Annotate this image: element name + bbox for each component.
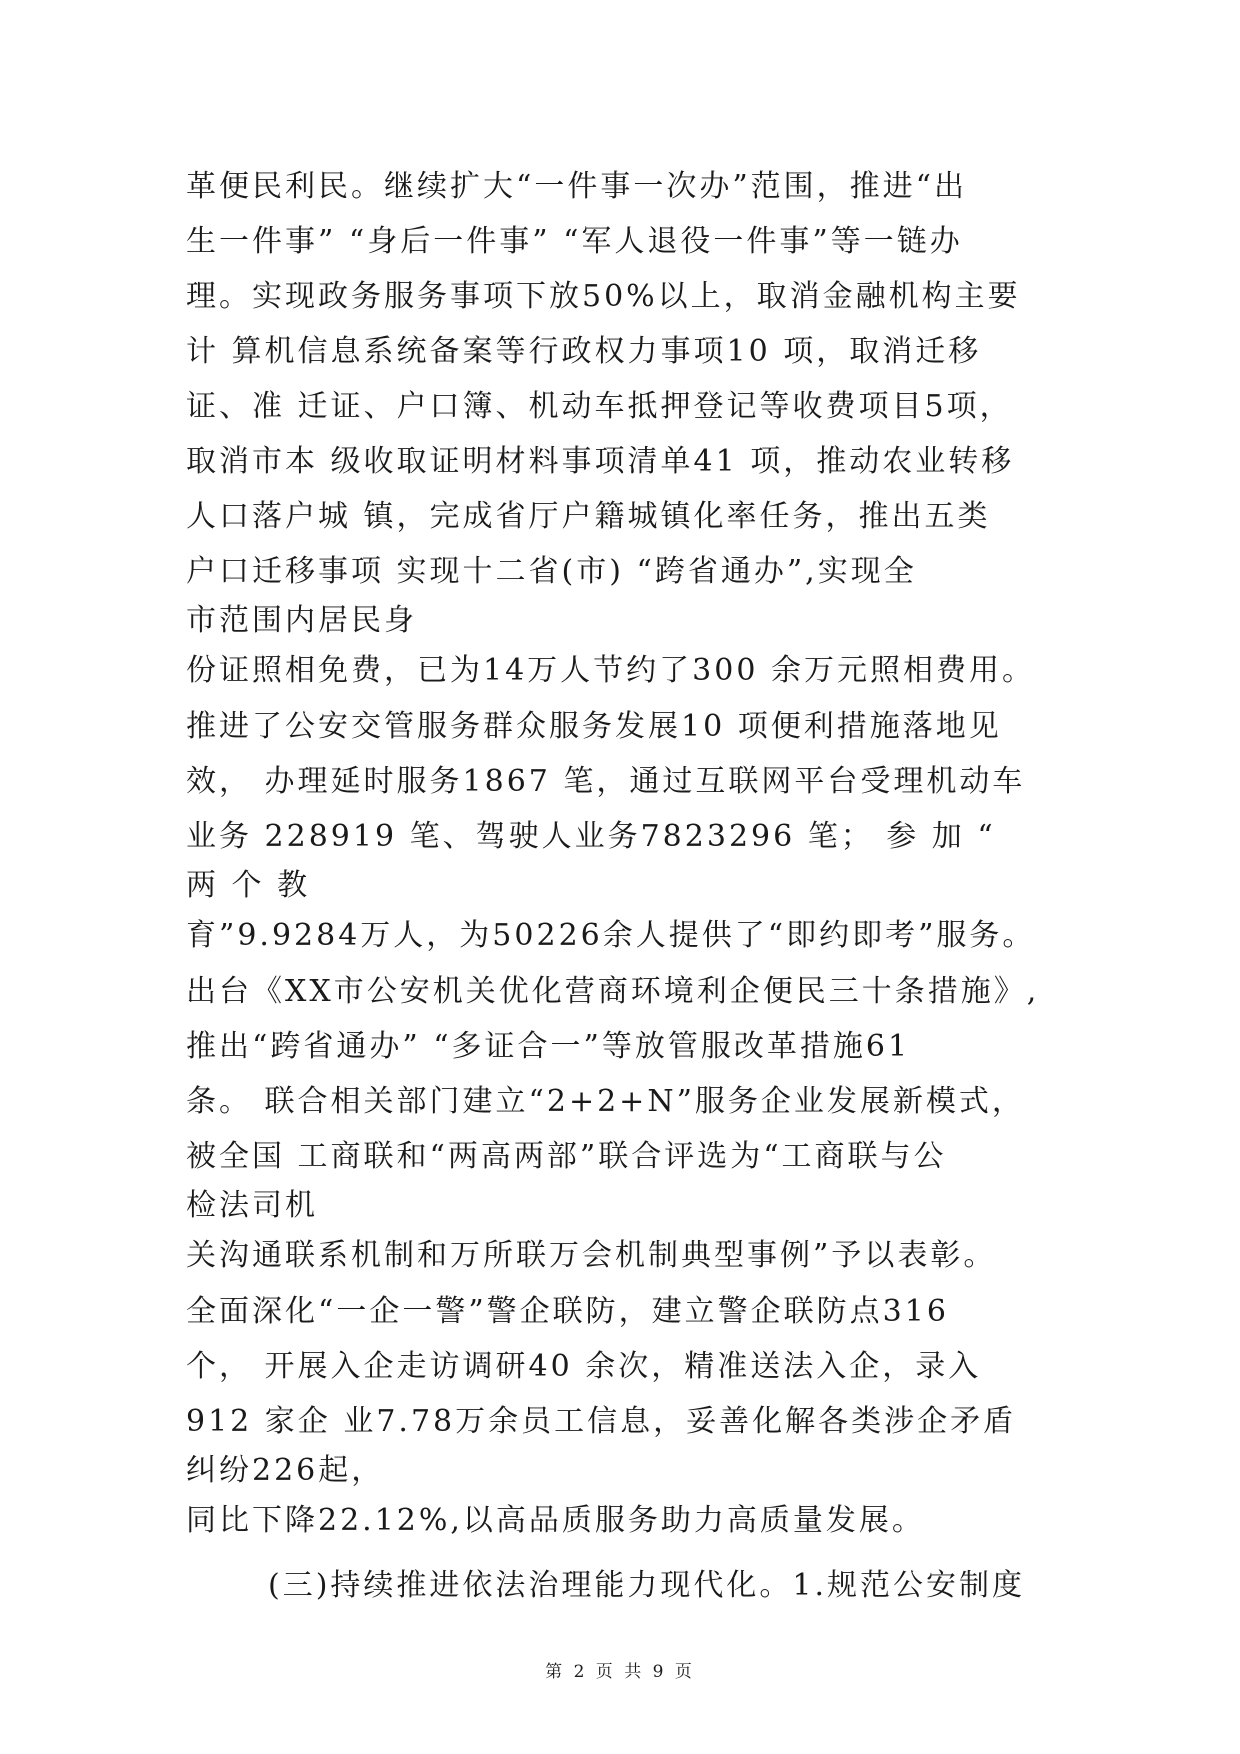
text-line: 份证照相免费，已为14万人节约了300 余万元照相费用。 bbox=[186, 653, 1035, 688]
text-line: 912 家企 业7.78万余员工信息，妥善化解各类涉企矛盾 bbox=[186, 1404, 1017, 1439]
section-heading-line: (三)持续推进依法治理能力现代化。1.规范公安制度 bbox=[268, 1568, 1026, 1603]
text-line: 革便民利民。继续扩大“一件事一次办”范围，推进“出 bbox=[186, 169, 968, 204]
text-line: 出台《XX市公安机关优化营商环境利企便民三十条措施》, bbox=[186, 974, 1040, 1009]
text-line: 推进了公安交管服务群众服务发展10 项便利措施落地见 bbox=[186, 709, 1002, 744]
text-line: 两 个 教 bbox=[186, 868, 311, 903]
text-line: 业务 228919 笔、驾驶人业务7823296 笔； 参 加 “ bbox=[186, 819, 996, 854]
text-line: 检法司机 bbox=[186, 1188, 318, 1223]
text-line: 效， 办理延时服务1867 笔，通过互联网平台受理机动车 bbox=[186, 764, 1026, 799]
text-line: 证、准 迁证、户口簿、机动车抵押登记等收费项目5项， bbox=[186, 389, 1013, 424]
text-line: 个， 开展入企走访调研40 余次，精准送法入企，录入 bbox=[186, 1349, 982, 1384]
page-number-footer: 第 2 页 共 9 页 bbox=[545, 1662, 695, 1682]
text-line: 同比下降22.12%,以高品质服务助力高质量发展。 bbox=[186, 1503, 925, 1538]
text-line: 理。实现政务服务事项下放50%以上，取消金融机构主要 bbox=[186, 279, 1021, 314]
text-line: 人口落户城 镇，完成省厅户籍城镇化率任务，推出五类 bbox=[186, 499, 991, 534]
text-line: 生一件事” “身后一件事” “军人退役一件事”等一链办 bbox=[186, 224, 963, 259]
text-line: 纠纷226起， bbox=[186, 1453, 385, 1488]
text-line: 全面深化“一企一警”警企联防，建立警企联防点316 bbox=[186, 1294, 949, 1329]
text-line: 市范围内居民身 bbox=[186, 603, 417, 638]
text-line: 计 算机信息系统备案等行政权力事项10 项，取消迁移 bbox=[186, 334, 982, 369]
text-line: 户口迁移事项 实现十二省(市) “跨省通办”,实现全 bbox=[186, 554, 917, 589]
text-line: 推出“跨省通办” “多证合一”等放管服改革措施61 bbox=[186, 1029, 911, 1064]
text-line: 育”9.9284万人，为50226余人提供了“即约即考”服务。 bbox=[186, 918, 1036, 953]
text-line: 被全国 工商联和“两高两部”联合评选为“工商联与公 bbox=[186, 1139, 947, 1174]
text-line: 条。 联合相关部门建立“2+2+N”服务企业发展新模式， bbox=[186, 1084, 1025, 1119]
text-line: 取消市本 级收取证明材料事项清单41 项，推动农业转移 bbox=[186, 444, 1015, 479]
text-line: 关沟通联系机制和万所联万会机制典型事例”予以表彰。 bbox=[186, 1238, 997, 1273]
